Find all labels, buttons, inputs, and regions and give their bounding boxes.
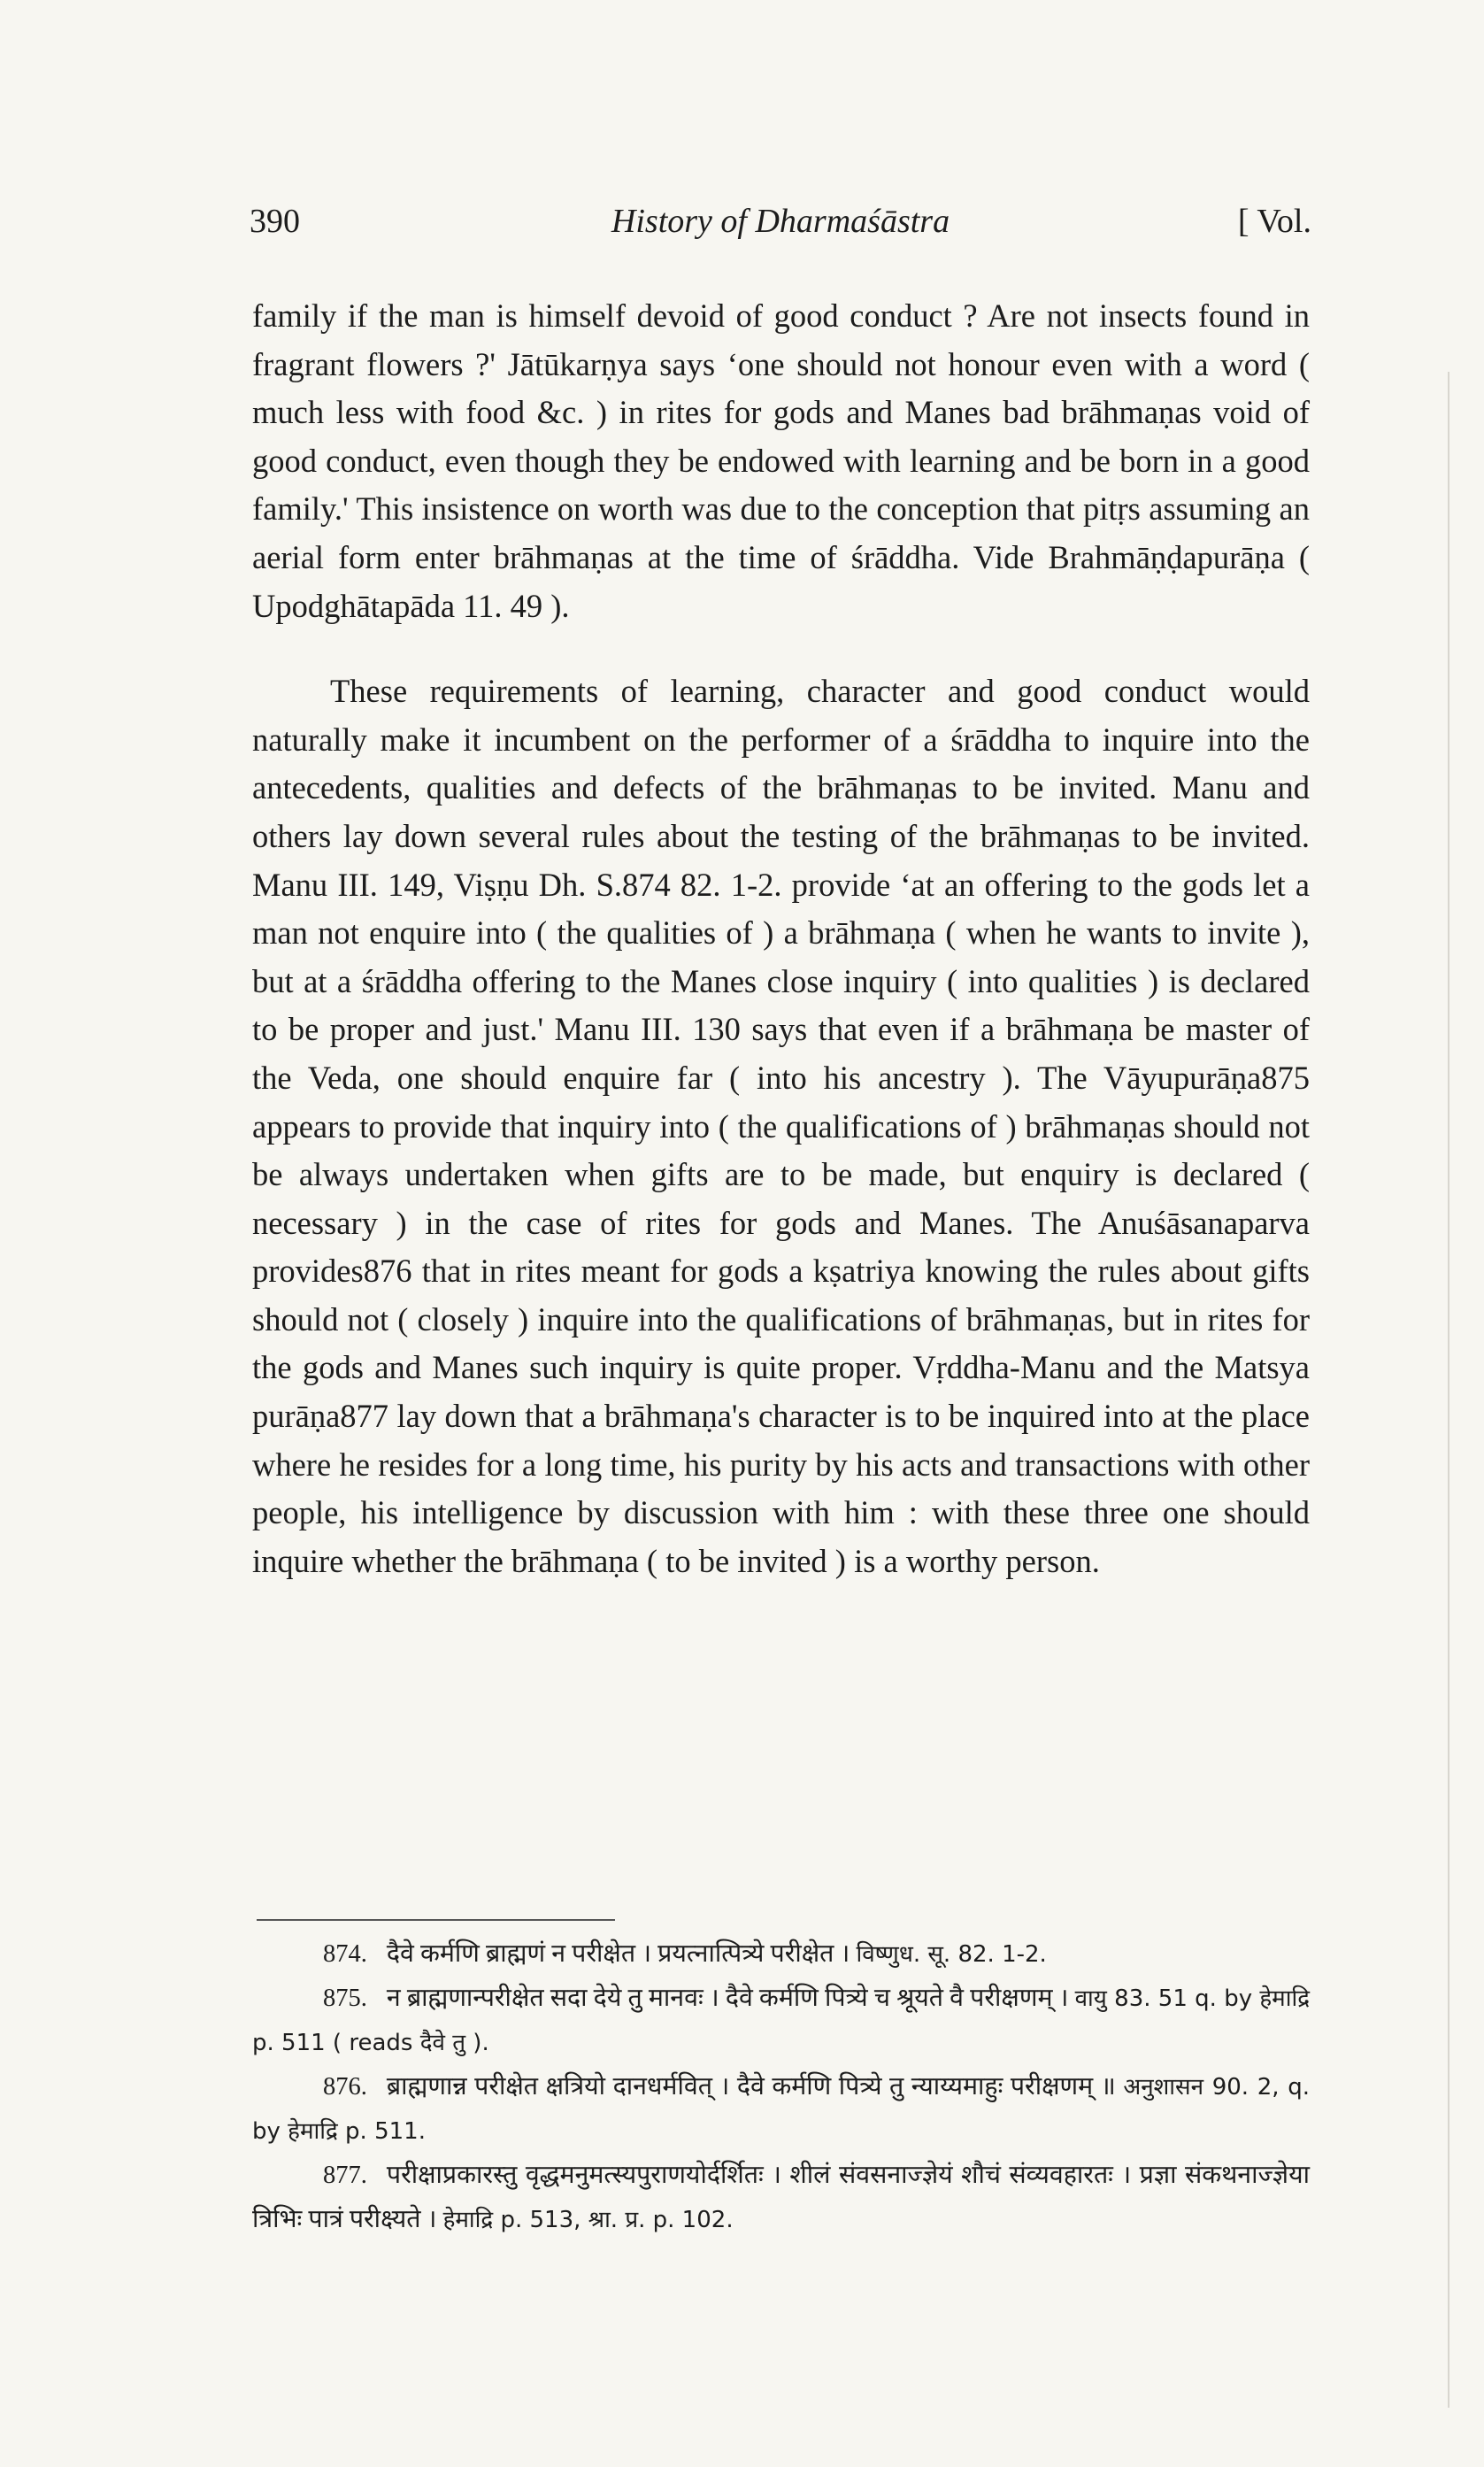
volume-label: [ Vol. <box>1237 203 1311 240</box>
footnote-source: वायु 83. 51 q. by हेमाद्रि p. 511 ( reads दैवे तु ). <box>252 1985 1310 2056</box>
running-title: History of Dharmaśāstra <box>611 203 950 240</box>
footnote-874 <box>252 1932 1310 1977</box>
footnote-source: विष्णुध. सू. 82. 1-2. <box>856 1941 1047 1968</box>
main-text <box>252 292 1310 1585</box>
footnote-875 <box>252 1977 1310 2065</box>
page-edge-shadow <box>1448 372 1449 2408</box>
footnote-876 <box>252 2065 1310 2154</box>
footnote-number: 876. <box>323 2073 367 2101</box>
footnote-number: 875. <box>323 1985 367 2012</box>
paragraph-1: family if the man is himself devoid of good conduct ? Are not insects found in fragrant flowers ?' Jātūkarṇya says ‘one should not honour even with a word ( much less with food &c. ) in rites for gods and Manes bad brāhmaṇas void of good conduct, even though they be endowed with learning and be born in a good family.' This insistence on worth was due to the conception that pitṛs assuming an aerial form enter brāhmaṇas at the time of śrāddha. Vide Brahmāṇḍapurāṇa ( Upodghātapāda 11. 49 ). <box>252 297 1310 624</box>
footnote-text: ब्राह्मणान्न परीक्षेत क्षत्रियो दानधर्मवित् । दैवे कर्मणि पित्र्ये तु न्याय्यमाहुः परीक्षणम् ॥ <box>386 2073 1116 2101</box>
footnote-source: अनुशासन 90. 2, q. by हेमाद्रि p. 511. <box>252 2074 1310 2145</box>
footnote-text: परीक्षाप्रकारस्तु वृद्धमनुमत्स्यपुराणयोर्दर्शितः । शीलं संवसनाज्ज्ञेयं शौचं संव्यवहारतः । प्रज्ञा संकथनाज्ज्ञेया त्रिभिः पात्रं परीक्ष्यते । <box>252 2162 1310 2233</box>
footnote-source: हेमाद्रि p. 513, श्रा. प्र. p. 102. <box>442 2207 734 2233</box>
footnote-divider <box>257 1919 615 1921</box>
footnote-877 <box>252 2154 1310 2242</box>
footnotes <box>252 1932 1310 2242</box>
footnote-text: दैवे कर्मणि ब्राह्मणं न परीक्षेत । प्रयत्नात्पित्र्ये परीक्षेत । <box>386 1940 850 1968</box>
footnote-number: 877. <box>323 2162 367 2189</box>
footnote-number: 874. <box>323 1940 367 1968</box>
footnote-text: न ब्राह्मणान्परीक्षेत सदा देये तु मानवः । दैवे कर्मणि पित्र्ये च श्रूयते वै परीक्षणम् । <box>386 1985 1069 2012</box>
running-head <box>250 202 1311 246</box>
page-number: 390 <box>250 203 300 240</box>
paragraph-2: These requirements of learning, character and good conduct would naturally make it incumbent on the performer of a śrāddha to inquire into the antecedents, qualities and defects of the brāhmaṇas to be invited. Manu and others lay down several rules about the testing of the brāhmaṇas to be invited. Manu III. 149, Viṣṇu Dh. S.874 82. 1-2. provide ‘at an offering to the gods let a man not enquire into ( the qualities of ) a brāhmaṇa ( when he wants to invite ), but at a śrāddha offering to the Manes close inquiry ( into qualities ) is declared to be proper and just.' Manu III. 130 says that even if a brāhmaṇa be master of the Veda, one should enquire far ( into his ancestry ). The Vāyupurāṇa875 appears to provide that inquiry into ( the qualifications of ) brāhmaṇas should not be always undertaken when gifts are to be made, but enquiry is declared ( necessary ) in the case of rites for gods and Manes. The Anuśāsanaparva provides876 that in rites meant for gods a kṣatriya knowing the rules about gifts should not ( closely ) inquire into the qualifications of brāhmaṇas, but in rites for the gods and Manes such inquiry is quite proper. Vṛddha-Manu and the Matsya purāṇa877 lay down that a brāhmaṇa's character is to be inquired into at the place where he resides for a long time, his purity by his acts and transactions with other people, his intelligence by discussion with him : with these three one should inquire whether the brāhmaṇa ( to be invited ) is a worthy person. <box>252 673 1310 1579</box>
